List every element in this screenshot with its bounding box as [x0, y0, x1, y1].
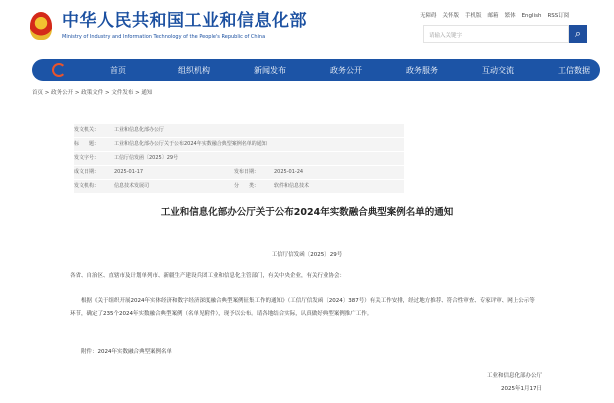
meta-label: 成文日期：: [74, 169, 100, 175]
top-link[interactable]: 手机版: [465, 13, 482, 19]
meta-value: 软件和信息技术: [274, 183, 310, 189]
meta-label: 发文机构：: [74, 183, 100, 189]
signer: 工业和信息化部办公厅: [486, 373, 542, 379]
top-link[interactable]: 无障碍: [420, 13, 437, 19]
meta-label: 发布日期：: [234, 169, 260, 175]
meta-value: 工业和信息化部办公厅: [114, 127, 165, 133]
site-title[interactable]: 中华人民共和国工业和信息化部: [62, 11, 307, 31]
top-link[interactable]: RSS订阅: [547, 13, 570, 19]
meta-value: 2025-01-17: [114, 169, 144, 175]
nav-item-interaction[interactable]: 互动交流: [482, 65, 514, 75]
nav-item-gov-affairs[interactable]: 政务公开: [330, 65, 362, 75]
meta-label: 发文机关：: [74, 127, 100, 133]
meta-label: 发文字号：: [74, 155, 100, 161]
top-link[interactable]: 关怀版: [442, 13, 460, 19]
nav-item-news[interactable]: 新闻发布: [254, 65, 286, 75]
document-meta-table: [74, 124, 404, 194]
document-number: 工信厅信发函〔2025〕29号: [271, 252, 343, 258]
attachment-link[interactable]: 附件：2024年实数融合典型案例名单: [81, 349, 172, 355]
top-link[interactable]: 繁体: [504, 13, 516, 19]
breadcrumb[interactable]: 首页 > 政务公开 > 政策文件 > 文件发布 > 通知: [32, 90, 153, 96]
salutation: 各省、自治区、直辖市及计划单列市、新疆生产建设兵团工业和信息化主管部门，有关中央企业，有关行业协会：: [70, 273, 346, 279]
meta-value: 信息技术发展司: [114, 183, 150, 189]
nav-logo-icon: [52, 63, 66, 77]
site-subtitle: Ministry of Industry and Information Technology of the People's Republic of China: [62, 34, 266, 40]
meta-value: 工业和信息化部办公厅关于公布2024年实数融合典型案例名单的通知: [114, 141, 267, 147]
top-link[interactable]: 邮箱: [487, 13, 499, 19]
nav-item-home[interactable]: 首页: [110, 65, 126, 75]
sign-date: 2025年1月17日: [501, 386, 542, 392]
meta-value: 2025-01-24: [274, 169, 304, 175]
body-paragraph: 根据《关于组织开展2024年实体经济和数字经济深度融合典型案例征集工作的通知》（工信厅信发函〔2024〕387号）有关工作安排，经过地方推荐、符合性审查、专家评审、网上公示等环节，确定了235个2024年实数融合典型案例（名单见附件），现予以公布。请各地结合实际，认真做好典型案例推广工作。: [70, 298, 535, 317]
meta-label: 分 类：: [234, 183, 260, 189]
nav-item-data[interactable]: 工信数据: [558, 65, 590, 75]
meta-label: 标 题：: [74, 141, 100, 147]
nav-item-services[interactable]: 政务服务: [406, 65, 438, 75]
search-button[interactable]: [569, 25, 587, 43]
national-emblem-logo[interactable]: [30, 12, 52, 40]
main-nav: [32, 59, 600, 81]
meta-value: 工信厅信发函〔2025〕29号: [114, 155, 179, 161]
document-title: 工业和信息化部办公厅关于公布2024年实数融合典型案例名单的通知: [160, 207, 454, 218]
top-link[interactable]: English: [521, 13, 542, 19]
signature-block: [487, 370, 542, 396]
top-links: [420, 12, 569, 20]
search-input[interactable]: 请输入关键字: [423, 25, 569, 43]
search-icon: ⌕: [574, 27, 582, 40]
nav-item-org[interactable]: 组织机构: [178, 65, 210, 75]
